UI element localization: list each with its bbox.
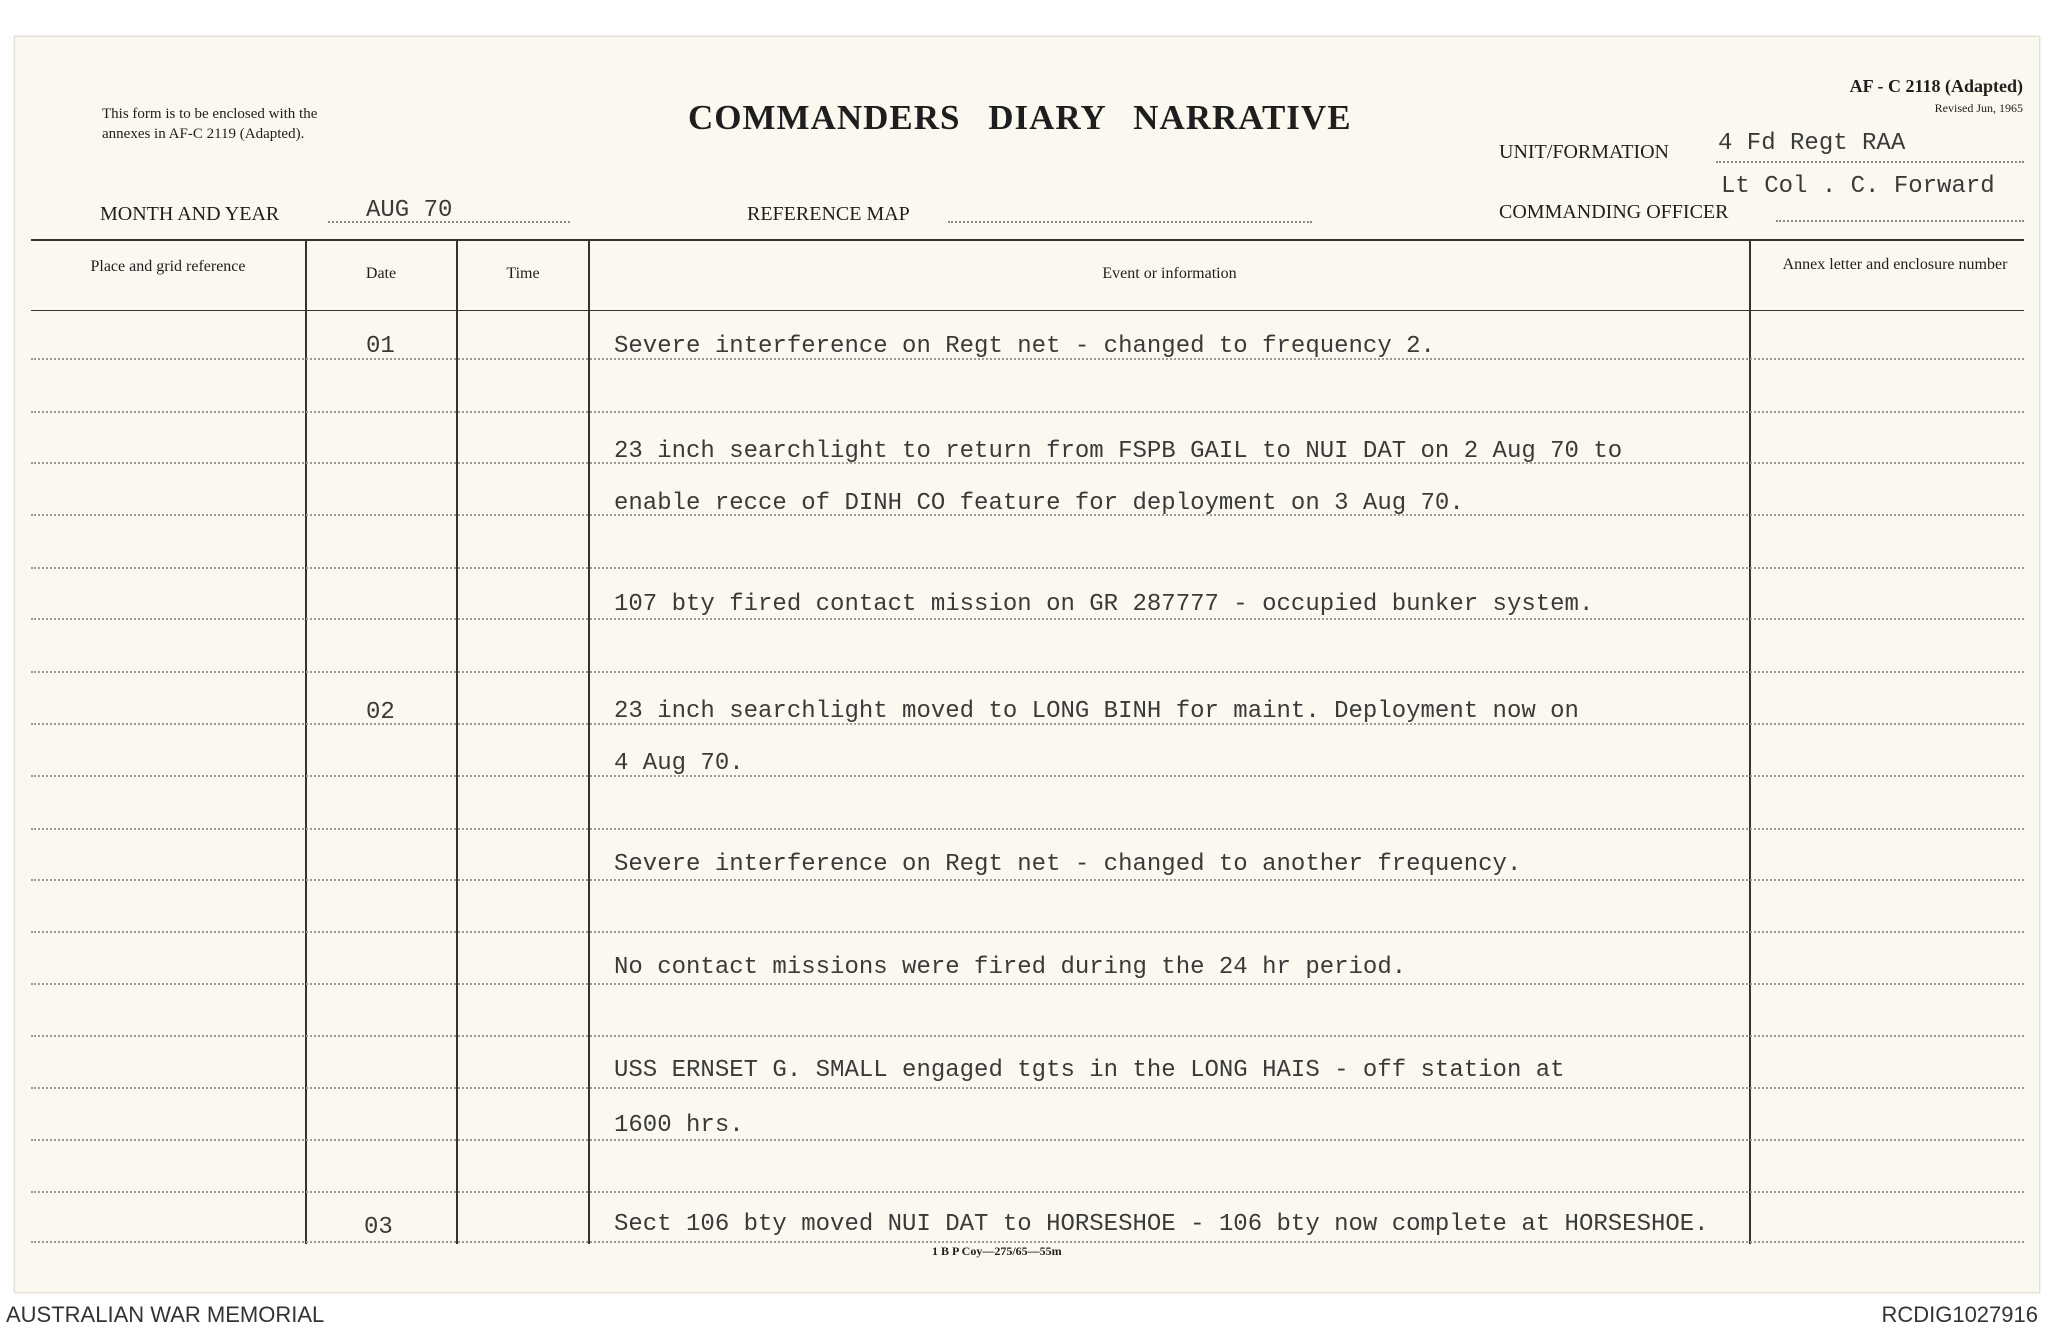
row-rule [31, 618, 2024, 620]
date-cell: 03 [364, 1214, 393, 1241]
enclose-note [102, 104, 462, 144]
month-year-label: MONTH AND YEAR [100, 203, 280, 225]
form-sheet [14, 36, 2040, 1293]
enclose-note-line2: annexes in AF-C 2119 (Adapted). [102, 126, 305, 142]
month-year-dotline [328, 221, 570, 223]
header-event: Event or information [1102, 265, 1237, 282]
event-line: 23 inch searchlight moved to LONG BINH for maint. Deployment now on [614, 698, 1579, 725]
printer-imprint: 1 B P Coy—275/65—55m [932, 1244, 1062, 1258]
row-rule [31, 1191, 2024, 1193]
row-rule [31, 1035, 2024, 1037]
event-line: Sect 106 bty moved NUI DAT to HORSESHOE - 106 bty now complete at HORSESHOE. [614, 1211, 1709, 1238]
co-dotline [1776, 220, 2024, 222]
co-value: Lt Col . C. Forward [1721, 173, 1995, 200]
column-divider-event [1749, 241, 1751, 1244]
row-rule [31, 411, 2024, 413]
column-divider-place [305, 241, 307, 1244]
event-line: USS ERNSET G. SMALL engaged tgts in the LONG HAIS - off station at [614, 1057, 1565, 1084]
row-rule [31, 671, 2024, 673]
row-rule [31, 828, 2024, 830]
table-header-rule [31, 310, 2024, 311]
form-title: COMMANDERS DIARY NARRATIVE [688, 98, 1352, 137]
event-line: Severe interference on Regt net - changed to another frequency. [614, 851, 1522, 878]
unit-dotline [1716, 161, 2024, 163]
unit-label: UNIT/FORMATION [1499, 141, 1669, 163]
archive-id: RCDIG1027916 [1881, 1302, 2038, 1327]
header-time: Time [506, 265, 540, 282]
header-place: Place and grid reference [90, 258, 246, 275]
event-line: 4 Aug 70. [614, 750, 744, 777]
enclose-note-line1: This form is to be enclosed with the [102, 106, 318, 122]
date-cell: 01 [366, 333, 395, 360]
date-cell: 02 [366, 699, 395, 726]
event-line: Severe interference on Regt net - changed to frequency 2. [614, 333, 1435, 360]
row-rule [31, 983, 2024, 985]
event-line: 23 inch searchlight to return from FSPB GAIL to NUI DAT on 2 Aug 70 to [614, 438, 1623, 465]
unit-value: 4 Fd Regt RAA [1718, 130, 1906, 157]
month-year-value: AUG 70 [366, 197, 453, 224]
form-number: AF - C 2118 (Adapted) [1849, 76, 2023, 96]
column-divider-date [456, 241, 458, 1244]
table-top-rule [31, 239, 2024, 241]
row-rule [31, 567, 2024, 569]
reference-map-label: REFERENCE MAP [747, 203, 910, 225]
event-line: enable recce of DINH CO feature for deployment on 3 Aug 70. [614, 490, 1464, 517]
column-divider-time [588, 241, 590, 1244]
row-rule [31, 1139, 2024, 1141]
event-line: 1600 hrs. [614, 1112, 744, 1139]
row-rule [31, 931, 2024, 933]
event-line: 107 bty fired contact mission on GR 287777 - occupied bunker system. [614, 591, 1594, 618]
row-rule [31, 775, 2024, 777]
row-rule [31, 1241, 2024, 1243]
co-label: COMMANDING OFFICER [1499, 201, 1729, 223]
row-rule [31, 1087, 2024, 1089]
event-line: No contact missions were fired during the 24 hr period. [614, 954, 1407, 981]
header-annex: Annex letter and enclosure number [1782, 256, 2008, 273]
reference-map-dotline [948, 221, 1312, 223]
archive-credit: AUSTRALIAN WAR MEMORIAL [6, 1302, 325, 1327]
header-date: Date [365, 265, 397, 282]
row-rule [31, 879, 2024, 881]
revised-date: Revised Jun, 1965 [1934, 101, 2023, 115]
